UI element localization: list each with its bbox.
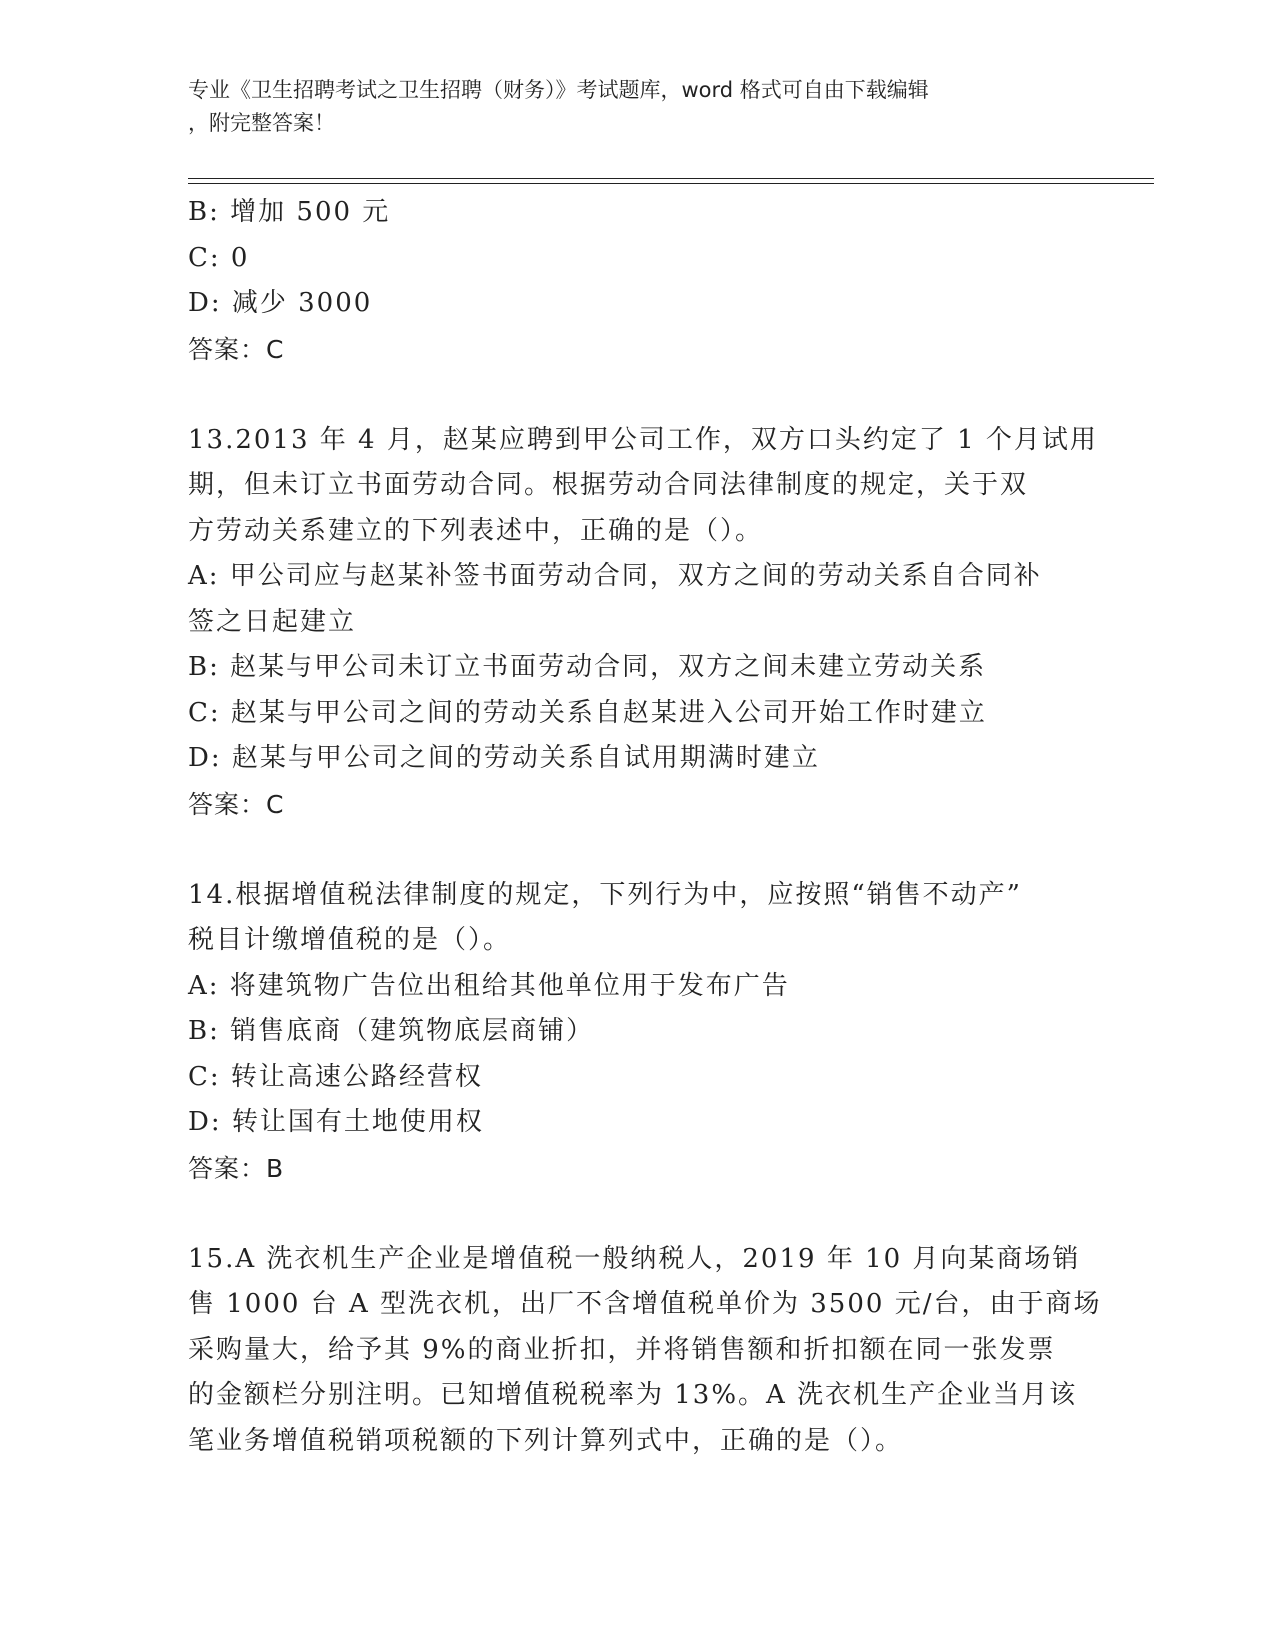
- header-line-2: ，附完整答案！: [188, 111, 335, 135]
- answer-line: 答案：C: [188, 789, 285, 819]
- header-rule-top: [188, 178, 1154, 179]
- header-line-1: 专业《卫生招聘考试之卫生招聘（财务）》考试题库，word 格式可自由下载编辑: [188, 78, 929, 102]
- document-body: [188, 190, 1102, 1464]
- option-a-continued: 签之日起建立: [188, 606, 357, 637]
- question-12-tail: [188, 190, 1088, 372]
- option-d: D: 赵某与甲公司之间的劳动关系自试用期满时建立: [188, 743, 820, 773]
- option-d: D: 转让国有土地使用权: [188, 1107, 484, 1137]
- question-stem-line: 的金额栏分别注明。已知增值税税率为 13%。A 洗衣机生产企业当月该: [188, 1380, 1078, 1410]
- header-rule-bottom: [188, 183, 1154, 184]
- option-d: D: 减少 3000: [188, 288, 373, 318]
- question-stem-line: 售 1000 台 A 型洗衣机，出厂不含增值税单价为 3500 元/台，由于商场: [188, 1289, 1102, 1319]
- answer-line: 答案：C: [188, 334, 285, 364]
- answer-line: 答案：B: [188, 1153, 285, 1183]
- question-stem-line: 税目计缴增值税的是（）。: [188, 925, 512, 955]
- spacer: [188, 1191, 1088, 1237]
- question-stem-line: 期，但未订立书面劳动合同。根据劳动合同法律制度的规定，关于双: [188, 470, 1029, 500]
- option-a: A: 将建筑物广告位出租给其他单位用于发布广告: [188, 970, 790, 1001]
- option-c: C: 转让高速公路经营权: [188, 1061, 483, 1092]
- question-13: [188, 418, 1098, 828]
- option-a: A: 甲公司应与赵某补签书面劳动合同，双方之间的劳动关系自合同补: [188, 561, 1042, 591]
- document-header: [188, 74, 1078, 140]
- option-b: B: 赵某与甲公司未订立书面劳动合同，双方之间未建立劳动关系: [188, 652, 987, 682]
- question-stem-line: 笔业务增值税销项税额的下列计算列式中，正确的是（）。: [188, 1425, 904, 1456]
- option-b: B: 增加 500 元: [188, 197, 391, 227]
- question-stem-line: 方劳动关系建立的下列表述中，正确的是（）。: [188, 515, 764, 546]
- option-c: C: 0: [188, 242, 250, 273]
- question-stem-line: 采购量大，给予其 9%的商业折扣，并将销售额和折扣额在同一张发票: [188, 1334, 1056, 1365]
- spacer: [188, 372, 1088, 418]
- question-stem-line: 14.根据增值税法律制度的规定，下列行为中，应按照“销售不动产”: [188, 879, 1022, 910]
- option-b: B: 销售底商（建筑物底层商铺）: [188, 1016, 595, 1046]
- question-15: [188, 1237, 1102, 1465]
- question-14: [188, 873, 1088, 1192]
- question-stem-line: 13.2013 年 4 月，赵某应聘到甲公司工作，双方口头约定了 1 个月试用: [188, 424, 1098, 455]
- question-stem-line: 15.A 洗衣机生产企业是增值税一般纳税人，2019 年 10 月向某商场销: [188, 1243, 1081, 1274]
- option-c: C: 赵某与甲公司之间的劳动关系自赵某进入公司开始工作时建立: [188, 697, 987, 728]
- spacer: [188, 827, 1088, 873]
